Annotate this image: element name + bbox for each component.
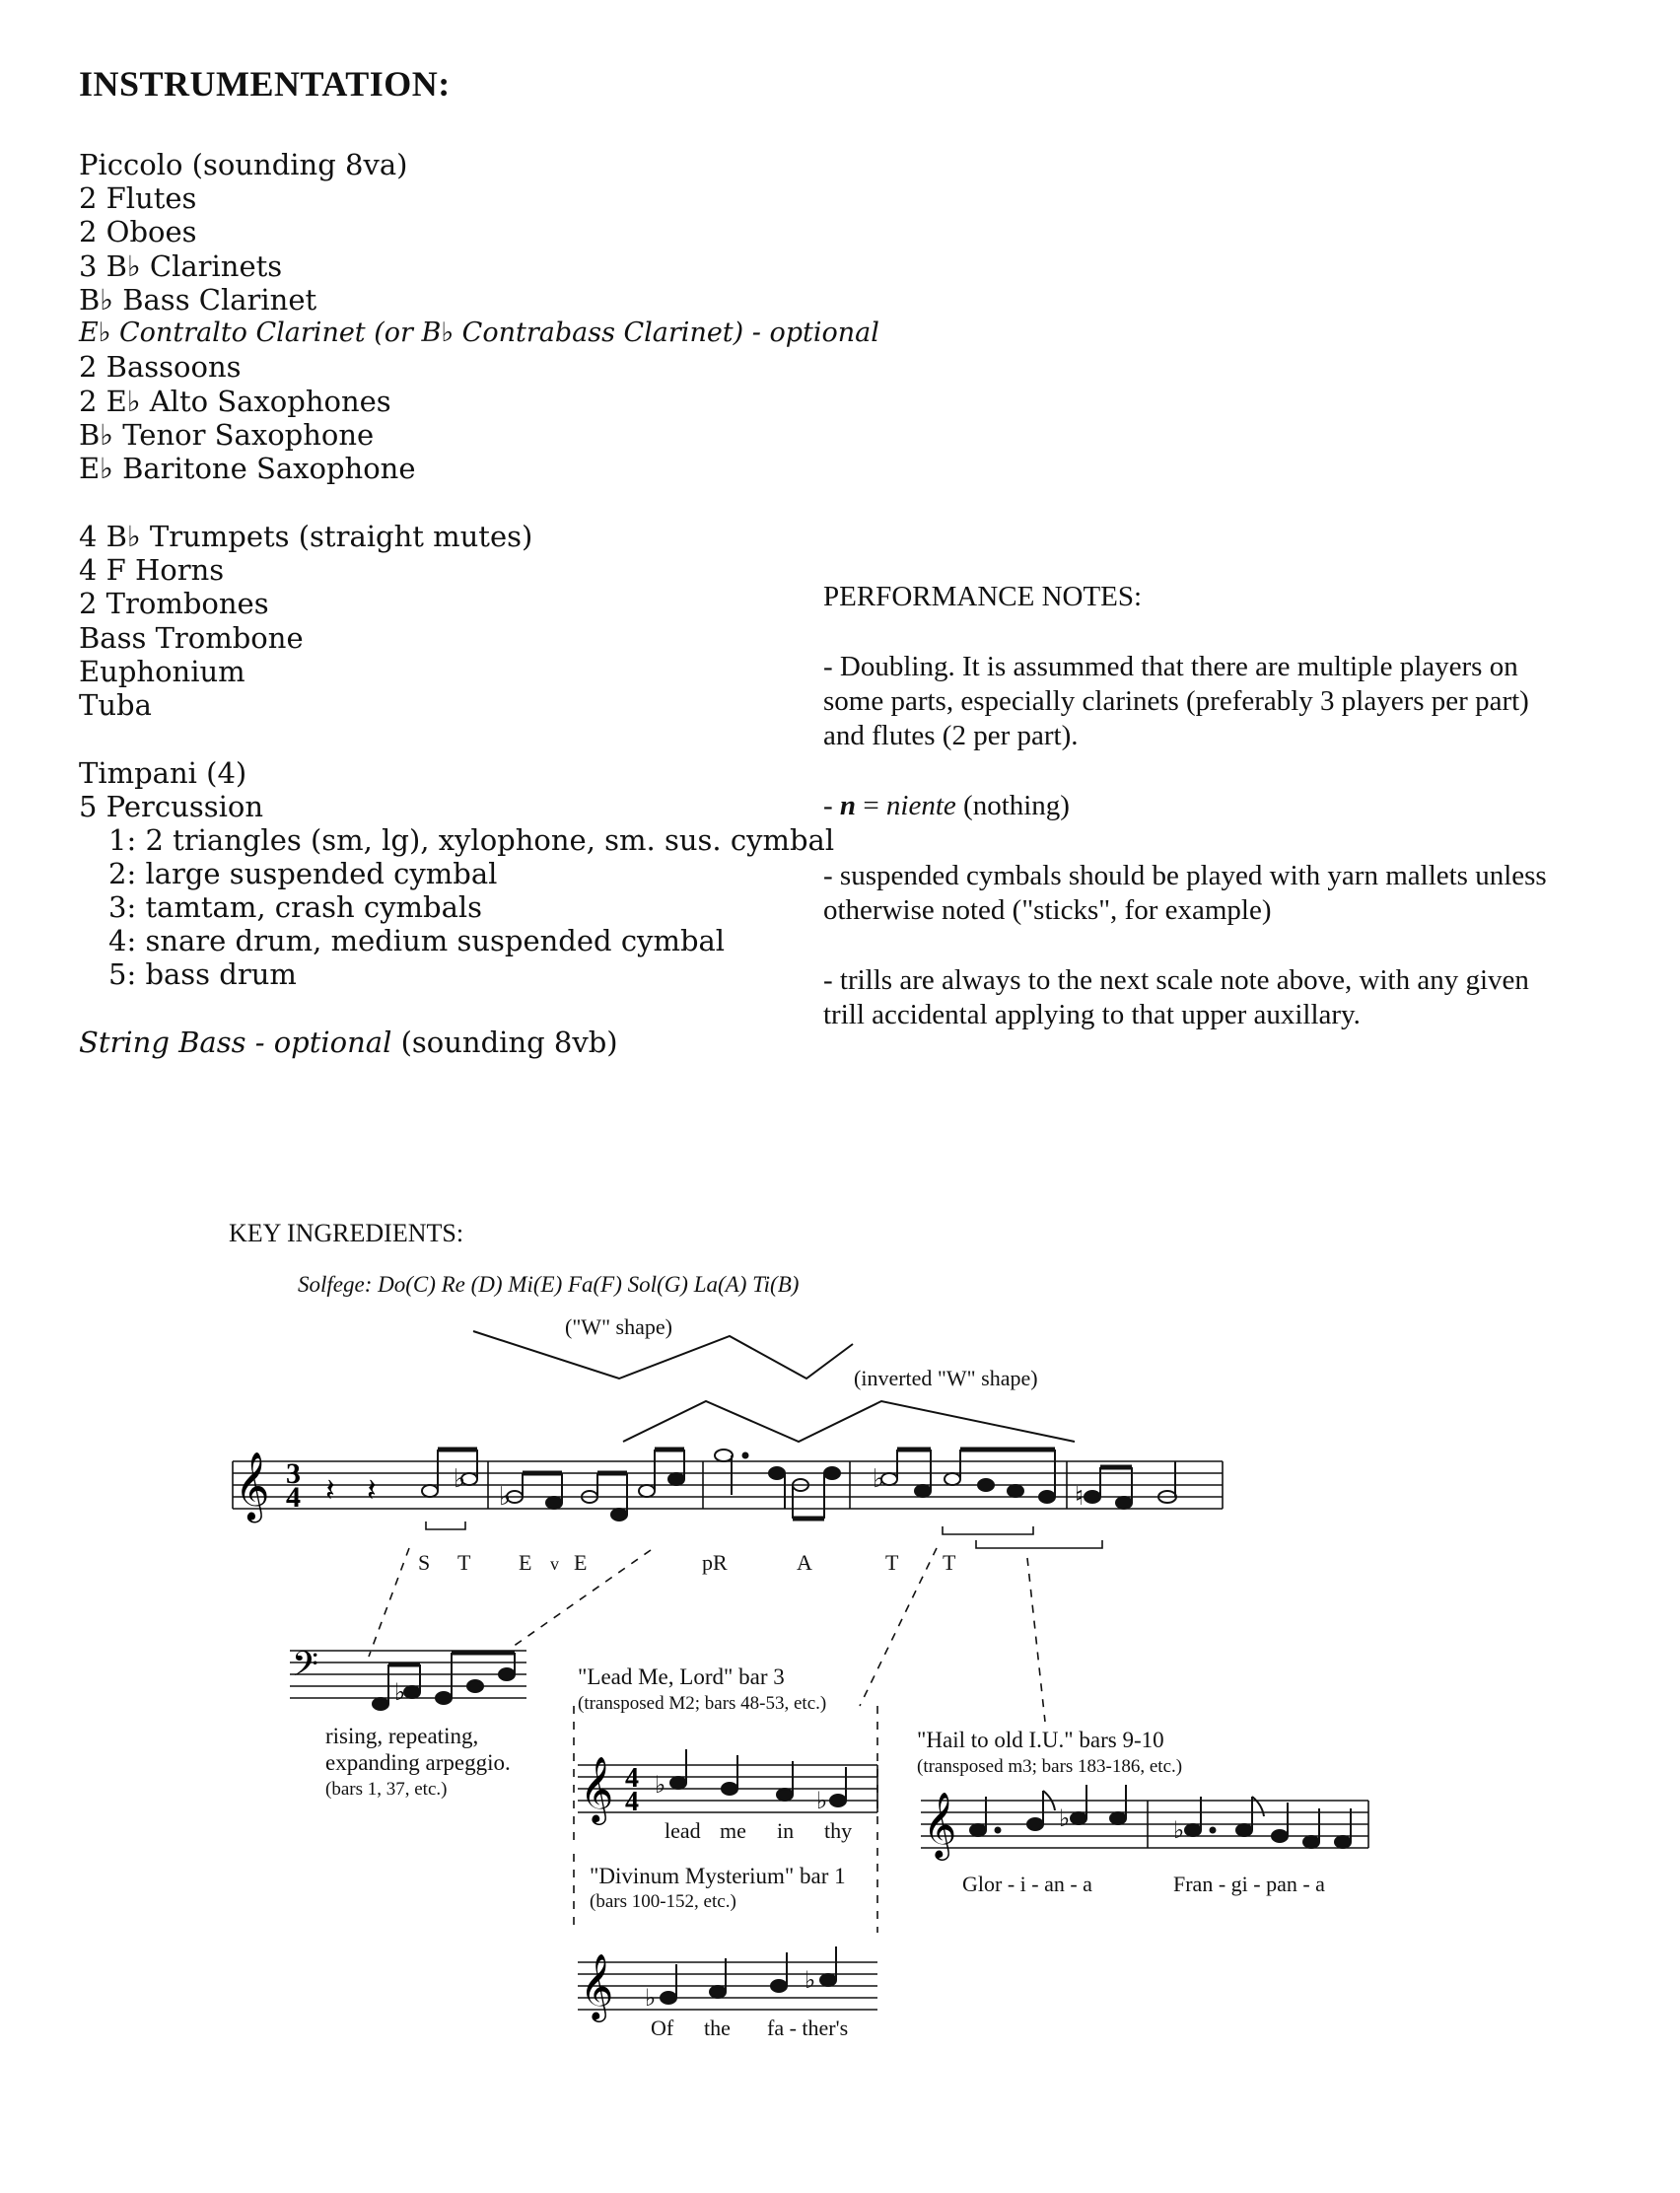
motif-letter: E: [574, 1550, 588, 1575]
lyric: lead: [665, 1818, 701, 1843]
instrument-line: 3 B♭ Clarinets: [79, 249, 283, 283]
flat-icon: ♭: [394, 1678, 406, 1706]
svg-text:♭: ♭: [1173, 1816, 1185, 1844]
lead-me-lord-time-bottom: 4: [625, 1787, 639, 1817]
lyric: Glor - i - an - a: [962, 1872, 1092, 1896]
arpeggio-caption: expanding arpeggio.: [325, 1750, 511, 1775]
string-bass-optional: String Bass - optional: [79, 1026, 392, 1059]
percussion-player-line: 5: bass drum: [108, 957, 297, 991]
svg-text:♭: ♭: [1059, 1804, 1071, 1832]
motif-letter: T: [457, 1550, 471, 1575]
note-niente-meaning: (nothing): [955, 790, 1070, 821]
svg-text:♭: ♭: [816, 1787, 828, 1814]
arpeggio-caption: rising, repeating,: [325, 1724, 479, 1748]
instrument-line-optional: E♭ Contralto Clarinet (or B♭ Contrabass Clarinet) - optional: [79, 318, 879, 348]
lead-me-lord-time-top: 4: [625, 1763, 639, 1794]
svg-text:♭: ♭: [805, 1966, 816, 1994]
hail-iu-title: "Hail to old I.U." bars 9-10: [917, 1728, 1164, 1752]
accidentals: [645, 1966, 815, 2012]
treble-clef-icon: 𝄞: [235, 1451, 270, 1521]
note-trills-line: - trills are always to the next scale note above, with any given: [823, 964, 1529, 996]
instrument-line: 2 E♭ Alto Saxophones: [79, 385, 391, 418]
motif-letter: S: [418, 1550, 431, 1575]
motif-letter: E: [519, 1550, 532, 1575]
time-signature-top: 3: [286, 1457, 301, 1490]
instrument-line: 4 B♭ Trumpets (straight mutes): [79, 520, 533, 553]
instrument-line: 5 Percussion: [79, 790, 263, 823]
svg-text:♭: ♭: [873, 1464, 885, 1494]
instrument-line: 4 F Horns: [79, 553, 225, 587]
instrument-line: Bass Trombone: [79, 621, 304, 655]
motif-letter: T: [943, 1550, 956, 1575]
note-niente-word: niente: [885, 790, 956, 821]
lyric: Of: [651, 2016, 674, 2040]
hail-iu-detail: (transposed m3; bars 183-186, etc.): [917, 1756, 1183, 1777]
instrument-line: B♭ Bass Clarinet: [79, 283, 317, 317]
svg-text:♭: ♭: [645, 1984, 657, 2012]
w-shape-label: ("W" shape): [565, 1314, 672, 1339]
percussion-player-line: 3: tamtam, crash cymbals: [108, 890, 483, 924]
percussion-player-line: 2: large suspended cymbal: [108, 857, 498, 890]
arpeggio-bars: (bars 1, 37, etc.): [325, 1779, 448, 1800]
svg-text:♭: ♭: [655, 1771, 666, 1799]
instrument-line: Timpani (4): [79, 756, 247, 790]
treble-clef-icon: 𝄞: [923, 1791, 957, 1858]
lyric: Fran - gi - pan - a: [1173, 1872, 1325, 1896]
instrument-line: B♭ Tenor Saxophone: [79, 418, 375, 452]
note-niente-dash: -: [823, 790, 840, 821]
treble-clef-icon: 𝄞: [580, 1755, 614, 1822]
solfege-legend: Solfege: Do(C) Re (D) Mi(E) Fa(F) Sol(G) La(A) Ti(B): [298, 1272, 800, 1297]
svg-text:♭: ♭: [499, 1482, 512, 1512]
instrument-line: 2 Bassoons: [79, 350, 242, 384]
lyric: me: [720, 1818, 746, 1843]
divinum-detail: (bars 100-152, etc.): [590, 1891, 736, 1912]
motif-letter: pR: [702, 1550, 728, 1575]
quarter-rest-icon: 𝄽: [367, 1471, 377, 1509]
instrument-line: E♭ Baritone Saxophone: [79, 452, 416, 485]
bass-clef-icon: 𝄢: [292, 1644, 319, 1692]
note-cymbals-line: - suspended cymbals should be played with yarn mallets unless: [823, 860, 1547, 891]
quarter-rest-icon: 𝄽: [325, 1471, 335, 1509]
lyric: fa - ther's: [767, 2016, 849, 2040]
time-signature-bottom: 4: [286, 1481, 301, 1514]
note-trills-line: trill accidental applying to that upper auxillary.: [823, 999, 1361, 1030]
note-cymbals-line: otherwise noted ("sticks", for example): [823, 894, 1272, 926]
instrument-line: Tuba: [79, 688, 152, 722]
hail-iu-notes: [970, 1785, 1351, 1848]
lead-me-lord-title: "Lead Me, Lord" bar 3: [578, 1664, 785, 1689]
lyric: thy: [824, 1818, 853, 1843]
note-doubling-line: and flutes (2 per part).: [823, 720, 1079, 751]
lyric: the: [704, 2016, 731, 2040]
string-bass-sounding: (sounding 8vb): [391, 1026, 618, 1059]
instrument-line: 2 Flutes: [79, 181, 197, 215]
divinum-title: "Divinum Mysterium" bar 1: [590, 1864, 846, 1888]
inverted-w-shape-contour: [623, 1401, 1075, 1442]
instrument-line: 2 Oboes: [79, 215, 197, 248]
motif-brackets: [426, 1521, 1102, 1548]
hail-iu-staff: [921, 1801, 1368, 1848]
motif-letter: T: [885, 1550, 899, 1575]
inverted-w-shape-label: (inverted "W" shape): [854, 1366, 1038, 1390]
note-doubling-line: - Doubling. It is assummed that there are multiple players on: [823, 651, 1518, 682]
percussion-player-line: 4: snare drum, medium suspended cymbal: [108, 924, 726, 957]
svg-text:♭: ♭: [454, 1464, 466, 1494]
instrument-line: Piccolo (sounding 8va): [79, 148, 408, 181]
instrumentation-title: INSTRUMENTATION:: [79, 64, 451, 104]
instrument-line: 2 Trombones: [79, 587, 269, 620]
lyric: in: [777, 1818, 795, 1843]
svg-text:♮: ♮: [1075, 1482, 1085, 1512]
note-niente-equals: =: [856, 790, 886, 821]
treble-clef-icon: 𝄞: [580, 1952, 614, 2019]
percussion-player-line: 1: 2 triangles (sm, lg), xylophone, sm. sus. cymbal: [108, 823, 835, 857]
note-doubling-line: some parts, especially clarinets (preferably 3 players per part): [823, 685, 1529, 717]
motif-letter: v: [550, 1554, 559, 1574]
key-ingredients-title: KEY INGREDIENTS:: [229, 1219, 464, 1247]
instrument-line: Euphonium: [79, 655, 245, 688]
motif-letter: A: [797, 1550, 812, 1575]
performance-notes-title: PERFORMANCE NOTES:: [823, 581, 1143, 612]
note-niente-symbol: n: [839, 790, 857, 821]
lead-me-lord-detail: (transposed M2; bars 48-53, etc.): [578, 1693, 827, 1714]
